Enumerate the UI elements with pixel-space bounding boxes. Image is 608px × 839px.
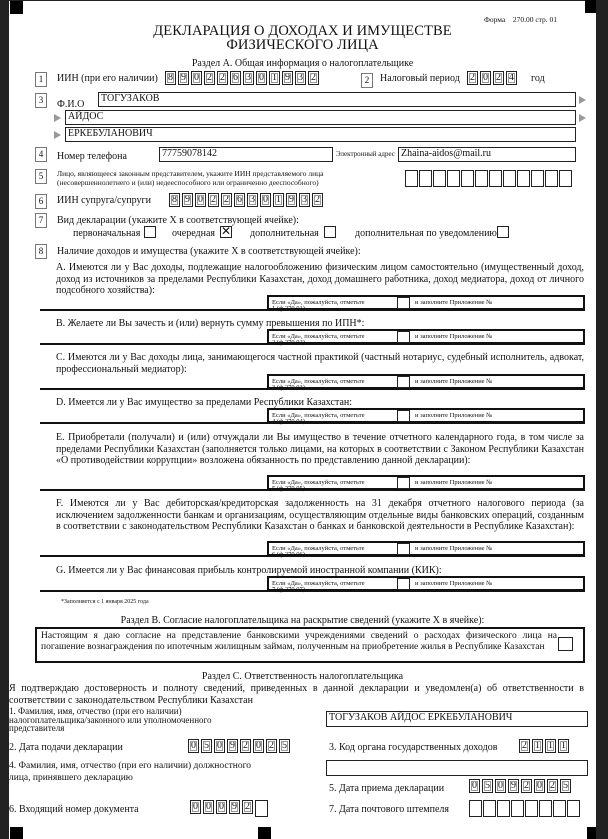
- year-label: год: [531, 73, 545, 84]
- question-e: Е. Приобретали (получали) и (или) отчуждали ли Вы имущество в течение отчетного календарного года, в том числе за пределами Республики Казахстан (заполняется только лицами, на которых в соответствии с Законом Республики Казахстан «О противодействии коррупции» возложена обязанность по представлению данной декларации):: [56, 432, 584, 466]
- incoming-number-input[interactable]: [190, 800, 268, 817]
- digit-cell[interactable]: 2: [493, 71, 504, 85]
- digit-cell[interactable]: 8: [169, 193, 180, 207]
- digit-cell[interactable]: 3: [295, 71, 306, 85]
- digit-cell[interactable]: 0: [191, 71, 202, 85]
- digit-cell[interactable]: [503, 170, 516, 187]
- digit-cell[interactable]: 0: [190, 800, 201, 814]
- additional-checkbox[interactable]: [324, 226, 336, 238]
- field-number: 7: [35, 213, 47, 228]
- digit-cell[interactable]: 2: [242, 800, 253, 814]
- digit-cell[interactable]: [553, 800, 566, 817]
- consent-box: Настоящим я даю согласие на представление банковскими учреждениями сведений о расходах физического лица на погашение вознаграждения по ипотечным жилищным займам, полученным на приобретение жилья в Республике Казахстан: [35, 627, 585, 663]
- digit-cell[interactable]: 5: [201, 739, 212, 753]
- footnote: *Заполняется с 1 января 2025 года: [61, 599, 149, 605]
- digit-cell[interactable]: 0: [203, 800, 214, 814]
- question-c-checkbox[interactable]: [397, 376, 410, 388]
- digit-cell[interactable]: 0: [480, 71, 491, 85]
- digit-cell[interactable]: [405, 170, 418, 187]
- digit-cell[interactable]: 2: [240, 739, 251, 753]
- field-number: 5: [35, 169, 47, 184]
- digit-cell[interactable]: 6: [230, 71, 241, 85]
- taxpayer-name-input[interactable]: ТОГУЗАКОВ АЙДОС ЕРКЕБУЛАНОВИЧ: [326, 711, 588, 727]
- initial-checkbox[interactable]: [144, 226, 156, 238]
- digit-cell[interactable]: 0: [195, 193, 206, 207]
- digit-cell[interactable]: [447, 170, 460, 187]
- question-d-checkbox[interactable]: [397, 410, 410, 422]
- digit-cell[interactable]: 0: [495, 779, 506, 793]
- digit-cell[interactable]: 1: [269, 71, 280, 85]
- digit-cell[interactable]: [461, 170, 474, 187]
- digit-cell[interactable]: [567, 800, 580, 817]
- digit-cell[interactable]: 9: [282, 71, 293, 85]
- digit-cell[interactable]: [469, 800, 482, 817]
- digit-cell[interactable]: 9: [508, 779, 519, 793]
- digit-cell[interactable]: [559, 170, 572, 187]
- field-number: 2: [361, 73, 373, 88]
- digit-cell[interactable]: 2: [312, 193, 323, 207]
- email-label: Электронный адрес: [336, 150, 395, 158]
- digit-cell[interactable]: 1: [545, 739, 556, 753]
- form-number: Форма 270.00 стр. 01: [484, 15, 558, 24]
- expand-arrow-icon[interactable]: [579, 96, 586, 104]
- acceptance-date-input[interactable]: [469, 779, 571, 793]
- postmark-date-input[interactable]: [469, 800, 580, 817]
- tax-period-input[interactable]: [467, 71, 517, 85]
- digit-cell[interactable]: 2: [204, 71, 215, 85]
- field-number: 3: [35, 93, 47, 108]
- official-name-input[interactable]: [326, 760, 588, 776]
- digit-cell[interactable]: 2: [308, 71, 319, 85]
- tax-period-label: Налоговый период: [380, 73, 460, 84]
- digit-cell[interactable]: 2: [519, 739, 530, 753]
- digit-cell[interactable]: 2: [221, 193, 232, 207]
- question-b-answer: Если «Да», пожалуйста, отметьте и заполните Приложение №: [267, 329, 585, 344]
- digit-cell[interactable]: 0: [256, 71, 267, 85]
- option-initial[interactable]: первоначальная: [73, 228, 141, 239]
- registration-mark: [258, 827, 271, 839]
- declaration-type-label: Вид декларации (укажите Х в соответствующей ячейке):: [57, 215, 299, 226]
- revenue-code-input[interactable]: [519, 739, 569, 753]
- digit-cell[interactable]: [483, 800, 496, 817]
- divider: [40, 555, 585, 557]
- digit-cell[interactable]: 0: [214, 739, 225, 753]
- divider: [40, 388, 585, 390]
- question-e-answer: Если «Да», пожалуйста, отметьте и заполните Приложение №: [267, 475, 585, 490]
- digit-cell[interactable]: 9: [178, 71, 189, 85]
- digit-cell[interactable]: [433, 170, 446, 187]
- digit-cell[interactable]: 9: [182, 193, 193, 207]
- digit-cell[interactable]: 5: [482, 779, 493, 793]
- digit-cell[interactable]: [475, 170, 488, 187]
- question-d-answer: Если «Да», пожалуйста, отметьте и заполните Приложение №: [267, 408, 585, 423]
- spouse-iin-label: ИИН супруга/супруги: [57, 195, 151, 206]
- spouse-iin-input[interactable]: [169, 193, 323, 207]
- incoming-number-label: 6. Входящий номер документа: [9, 804, 139, 815]
- revenue-code-label: 3. Код органа государственных доходов: [329, 742, 498, 753]
- digit-cell[interactable]: 0: [534, 779, 545, 793]
- question-a: А. Имеются ли у Вас доходы, подлежащие налогообложению физическим лицом самостоятельно (имущественный доход, доход из источников за пределами Республики Казахстан, доход домашнего работника, доход медиатора, доход от личного подсобного хозяйства):: [56, 262, 584, 296]
- question-g-checkbox[interactable]: [397, 578, 410, 590]
- registration-mark: [585, 0, 596, 13]
- email-input[interactable]: Zhaina-aidos@mail.ru: [398, 147, 576, 162]
- divider: [40, 590, 585, 592]
- section-c-title: Раздел С. Ответственность налогоплательщика: [201, 671, 404, 682]
- digit-cell[interactable]: [539, 800, 552, 817]
- digit-cell[interactable]: 5: [560, 779, 571, 793]
- digit-cell[interactable]: [517, 170, 530, 187]
- digit-cell[interactable]: 9: [286, 193, 297, 207]
- digit-cell[interactable]: [525, 800, 538, 817]
- question-a-answer: Если «Да», пожалуйста, отметьте и заполните Приложение №: [267, 295, 585, 310]
- question-d: D. Имеется ли у Вас имущество за пределами Республики Казахстан:: [56, 397, 353, 408]
- section-a-title: Раздел А. Общая информация о налогоплательщике: [191, 58, 414, 69]
- expand-arrow-icon[interactable]: [579, 114, 586, 122]
- digit-cell[interactable]: 0: [188, 739, 199, 753]
- question-c: С. Имеются ли у Вас доходы лица, занимающегося частной практикой (частный нотариус, судебный исполнитель, адвокат, профессиональный медиатор):: [56, 352, 584, 375]
- last-name-input[interactable]: ТОГУЗАКОВ: [98, 92, 576, 107]
- registration-mark: [587, 827, 596, 839]
- official-name-label: 4. Фамилия, имя, отчество (при его наличии) должностного лица, принявшего декларацию: [9, 761, 251, 783]
- digit-cell[interactable]: 3: [247, 193, 258, 207]
- consent-checkbox[interactable]: [558, 637, 573, 651]
- digit-cell[interactable]: 2: [266, 739, 277, 753]
- representative-label: Лицо, являющееся законным представителем, укажите ИИН представляемого лица (несовершеннолетнего и (или) недееспособного или ограниченно дееспособного): [57, 169, 324, 187]
- submission-date-input[interactable]: [188, 739, 290, 753]
- digit-cell[interactable]: 2: [467, 71, 478, 85]
- divider: [40, 489, 585, 491]
- postmark-date-label: 7. Дата почтового штемпеля: [329, 804, 450, 815]
- digit-cell[interactable]: 2: [521, 779, 532, 793]
- additional-notice-checkbox[interactable]: [497, 226, 509, 238]
- option-additional[interactable]: дополнительная: [250, 228, 319, 239]
- digit-cell[interactable]: [497, 800, 510, 817]
- income-assets-label: Наличие доходов и имущества (укажите Х в соответствующей ячейке):: [57, 246, 361, 257]
- field-number: 1: [35, 72, 47, 87]
- option-additional-notice[interactable]: дополнительная по уведомлению: [355, 228, 497, 239]
- digit-cell[interactable]: 9: [229, 800, 240, 814]
- digit-cell[interactable]: 2: [208, 193, 219, 207]
- regular-checkbox[interactable]: ✕: [221, 224, 232, 238]
- digit-cell[interactable]: [419, 170, 432, 187]
- digit-cell[interactable]: 1: [558, 739, 569, 753]
- digit-cell[interactable]: 0: [260, 193, 271, 207]
- question-f-answer: Если «Да», пожалуйста, отметьте и заполните Приложение №: [267, 541, 585, 556]
- question-a-checkbox[interactable]: [397, 297, 410, 309]
- digit-cell[interactable]: 0: [216, 800, 227, 814]
- page-subtitle: ФИЗИЧЕСКОГО ЛИЦА: [226, 37, 379, 53]
- iin-label: ИИН (при его наличии): [57, 73, 158, 84]
- taxpayer-name-label: 1. Фамилия, имя, отчество (при его наличии) налогоплательщика/законного или уполномоченного представителя: [9, 706, 212, 733]
- question-b: В. Желаете ли Вы зачесть и (или) вернуть сумму превышения по ИПН*:: [56, 318, 365, 329]
- registration-mark: [10, 1, 23, 14]
- digit-cell[interactable]: 0: [253, 739, 264, 753]
- field-number: 8: [35, 244, 47, 259]
- arrow-icon: [54, 131, 61, 139]
- digit-cell[interactable]: [255, 800, 268, 817]
- digit-cell[interactable]: 0: [469, 779, 480, 793]
- digit-cell[interactable]: 2: [547, 779, 558, 793]
- declaration-page: [9, 1, 596, 839]
- digit-cell[interactable]: 1: [273, 193, 284, 207]
- registration-mark: [10, 827, 23, 839]
- section-b-title: Раздел В. Согласие налогоплательщика на раскрытие сведений (укажите Х в ячейке):: [120, 615, 485, 626]
- digit-cell[interactable]: 1: [532, 739, 543, 753]
- submission-date-label: 2. Дата подачи декларации: [9, 742, 123, 753]
- question-c-answer: Если «Да», пожалуйста, отметьте и заполните Приложение №: [267, 374, 585, 389]
- divider: [40, 309, 585, 311]
- option-regular[interactable]: очередная: [172, 228, 215, 239]
- question-g: G. Имеется ли у Вас финансовая прибыль контролируемой иностранной компании (КИК):: [56, 565, 442, 576]
- digit-cell[interactable]: 5: [279, 739, 290, 753]
- question-f: F. Имеются ли у Вас дебиторская/кредиторская задолженность на 31 декабря отчетного налогового периода (за исключением задолженности банкам и организациям, осуществляющим отдельные виды банковских операций, созданным в соответствии с законодательством Республики Казахстан о банках и банковской деятельности в Республике Казахстан):: [56, 498, 584, 532]
- first-name-input[interactable]: АЙДОС: [65, 110, 576, 125]
- question-g-answer: Если «Да», пожалуйста, отметьте и заполните Приложение №: [267, 576, 585, 591]
- field-number: 4: [35, 147, 47, 162]
- digit-cell[interactable]: [511, 800, 524, 817]
- digit-cell[interactable]: 9: [227, 739, 238, 753]
- represented-iin-input[interactable]: [405, 170, 572, 187]
- digit-cell[interactable]: 6: [234, 193, 245, 207]
- iin-input[interactable]: [165, 71, 319, 85]
- digit-cell[interactable]: 3: [243, 71, 254, 85]
- digit-cell[interactable]: [489, 170, 502, 187]
- fio-label: Ф.И.О: [57, 99, 85, 110]
- digit-cell[interactable]: 4: [506, 71, 517, 85]
- question-f-checkbox[interactable]: [397, 543, 410, 555]
- arrow-icon: [54, 114, 61, 122]
- acceptance-date-label: 5. Дата приема декларации: [329, 783, 445, 794]
- question-e-checkbox[interactable]: [397, 477, 410, 489]
- patronymic-input[interactable]: ЕРКЕБУЛАНОВИЧ: [65, 127, 576, 142]
- responsibility-statement: Я подтверждаю достоверность и полноту сведений, приведенных в данной декларации и уведомлен(а) об ответственности в соответствии с законодательством Республики Казахстан: [9, 683, 584, 706]
- digit-cell[interactable]: 3: [299, 193, 310, 207]
- digit-cell[interactable]: 2: [217, 71, 228, 85]
- divider: [40, 343, 585, 345]
- field-number: 6: [35, 194, 47, 209]
- page-title: ДЕКЛАРАЦИЯ О ДОХОДАХ И ИМУЩЕСТВЕ: [153, 23, 452, 39]
- digit-cell[interactable]: [545, 170, 558, 187]
- question-b-checkbox[interactable]: [397, 331, 410, 343]
- digit-cell[interactable]: 8: [165, 71, 176, 85]
- digit-cell[interactable]: [531, 170, 544, 187]
- phone-input[interactable]: 77759078142: [159, 147, 333, 162]
- divider: [40, 422, 585, 424]
- phone-label: Номер телефона: [57, 151, 127, 162]
